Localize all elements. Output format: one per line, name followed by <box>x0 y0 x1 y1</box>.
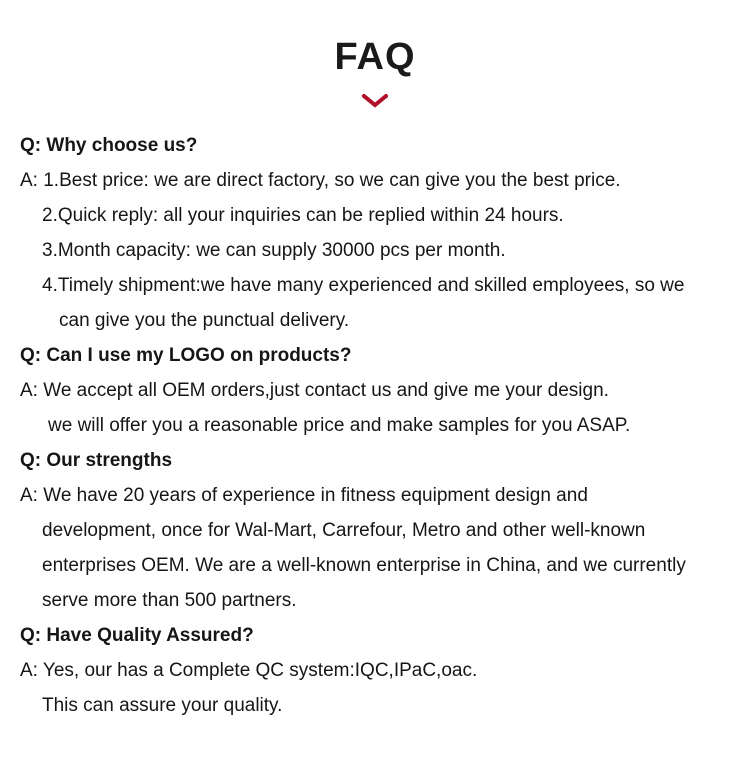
faq-answer-line: A: Yes, our has a Complete QC system:IQC,IPaC,oac. <box>20 660 478 681</box>
faq-answer-line: A: We have 20 years of experience in fitness equipment design and <box>20 485 588 506</box>
chevron-down-icon <box>362 94 388 108</box>
faq-answer-line: This can assure your quality. <box>42 695 283 716</box>
faq-answer-line: enterprises OEM. We are a well-known enterprise in China, and we currently <box>42 555 686 576</box>
faq-answer-line: serve more than 500 partners. <box>42 590 297 611</box>
faq-answer-line: 2.Quick reply: all your inquiries can be replied within 24 hours. <box>42 205 564 226</box>
faq-question-logo: Q: Can I use my LOGO on products? <box>20 345 352 366</box>
faq-answer-line: A: 1.Best price: we are direct factory, so we can give you the best price. <box>20 170 621 191</box>
faq-question-why-choose-us: Q: Why choose us? <box>20 135 198 156</box>
faq-answer-line: development, once for Wal-Mart, Carrefour, Metro and other well-known <box>42 520 646 541</box>
faq-title: FAQ <box>334 36 416 78</box>
faq-answer-line: 3.Month capacity: we can supply 30000 pcs per month. <box>42 240 506 261</box>
faq-answer-line: 4.Timely shipment:we have many experienced and skilled employees, so we <box>42 275 685 296</box>
faq-question-quality: Q: Have Quality Assured? <box>20 625 254 646</box>
faq-answer-line: we will offer you a reasonable price and make samples for you ASAP. <box>48 415 631 436</box>
faq-answer-line: A: We accept all OEM orders,just contact us and give me your design. <box>20 380 609 401</box>
faq-question-strengths: Q: Our strengths <box>20 450 173 471</box>
faq-answer-line: can give you the punctual delivery. <box>59 310 350 331</box>
